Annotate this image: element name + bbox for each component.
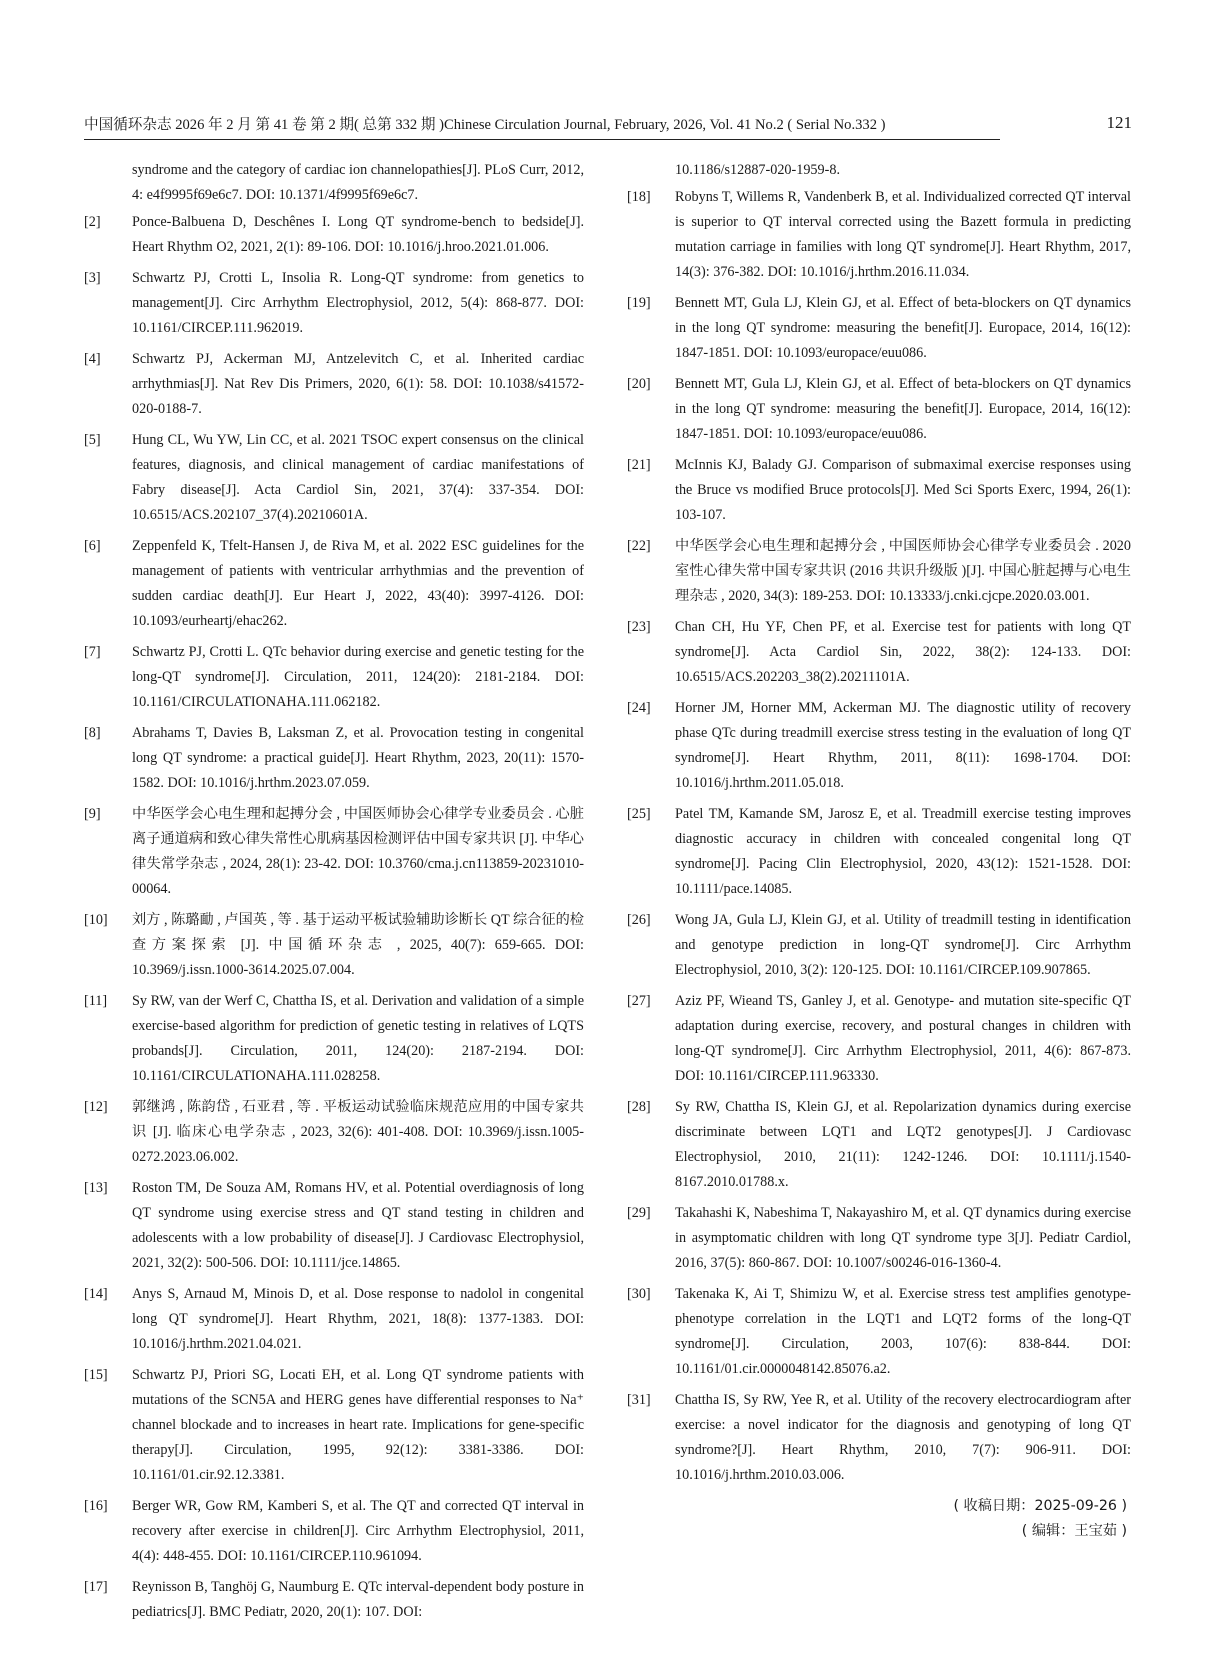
reference-text: Schwartz PJ, Crotti L. QTc behavior during exercise and genetic testing for the long-QT syndrome[J]. Circulation, 2011, 124(20): 2181-2184. DOI: 10.1161/CIRCULATIONAHA.111.062182. — [132, 644, 584, 710]
reference-item — [627, 1388, 1131, 1488]
reference-text: Schwartz PJ, Ackerman MJ, Antzelevitch C, et al. Inherited cardiac arrhythmias[J]. Nat Rev Dis Primers, 2020, 6(1): 58. DOI: 10.1038/s41572-020-0188-7. — [132, 351, 584, 417]
reference-number: [28] — [627, 1099, 651, 1115]
reference-text: Sy RW, Chattha IS, Klein GJ, et al. Repolarization dynamics during exercise discriminate between LQT1 and LQT2 genotypes[J]. J Cardiovasc Electrophysiol, 2010, 21(11): 1242-1246. DOI: 10.1111/j.1540-8167.2010.01788.x. — [675, 1099, 1131, 1190]
reference-item — [627, 989, 1131, 1089]
reference-item — [84, 534, 584, 634]
running-header — [84, 112, 1132, 138]
reference-item — [84, 428, 584, 528]
reference-number: [23] — [627, 619, 651, 635]
reference-text: Bennett MT, Gula LJ, Klein GJ, et al. Effect of beta-blockers on QT dynamics in the long QT syndrome: measuring the benefit[J]. Europace, 2014, 16(12): 1847-1851. DOI: 10.1093/europace/euu086. — [675, 295, 1131, 361]
reference-text: Anys S, Arnaud M, Minois D, et al. Dose response to nadolol in congenital long QT syndrome[J]. Heart Rhythm, 2021, 18(8): 1377-1383. DOI: 10.1016/j.hrthm.2021.04.021. — [132, 1286, 584, 1352]
reference-number: [20] — [627, 376, 651, 392]
reference-number: [5] — [84, 432, 101, 448]
reference-item — [84, 1575, 584, 1625]
reference-text: Hung CL, Wu YW, Lin CC, et al. 2021 TSOC expert consensus on the clinical features, diagnosis, and clinical management of cardiac manifestations of Fabry disease[J]. Acta Cardiol Sin, 2021, 37(4): 337-354. DOI: 10.6515/ACS.202107_37(4).20210601A. — [132, 432, 584, 523]
references-left-column — [84, 158, 584, 1631]
reference-text: Horner JM, Horner MM, Ackerman MJ. The diagnostic utility of recovery phase QTc during treadmill exercise stress testing in the evaluation of long QT syndrome[J]. Heart Rhythm, 2011, 8(11): 1698-1704. DOI: 10.1016/j.hrthm.2011.05.018. — [675, 700, 1131, 791]
reference-text: Ponce-Balbuena D, Deschênes I. Long QT syndrome-bench to bedside[J]. Heart Rhythm O2, 2021, 2(1): 89-106. DOI: 10.1016/j.hroo.2021.01.006. — [132, 214, 584, 255]
reference-number: [24] — [627, 700, 651, 716]
reference-number: [13] — [84, 1180, 108, 1196]
reference-item — [84, 1176, 584, 1276]
reference-number: [12] — [84, 1099, 108, 1115]
reference-text: Takenaka K, Ai T, Shimizu W, et al. Exercise stress test amplifies genotype-phenotype correlation in the LQT1 and LQT2 forms of the long-QT syndrome[J]. Circulation, 2003, 107(6): 838-844. DOI: 10.1161/01.cir.0000048142.85076.a2. — [675, 1286, 1131, 1377]
reference-text: syndrome and the category of cardiac ion channelopathies[J]. PLoS Curr, 2012, 4: e4f9995f69e6c7. DOI: 10.1371/4f9995f69e6c7. — [132, 162, 584, 203]
reference-text: Schwartz PJ, Priori SG, Locati EH, et al. Long QT syndrome patients with mutations of the SCN5A and HERG genes have differential responses to Na⁺ channel blockade and to increases in heart rate. Implications for gene-specific therapy[J]. Circulation, 1995, 92(12): 3381-3386. DOI: 10.1161/01.cir.92.12.3381. — [132, 1367, 584, 1483]
reference-item — [627, 453, 1131, 528]
reference-number: [29] — [627, 1205, 651, 1221]
reference-number: [7] — [84, 644, 101, 660]
reference-text: Roston TM, De Souza AM, Romans HV, et al. Potential overdiagnosis of long QT syndrome using exercise stress and QT stand testing in children and adolescents with a low probability of disease[J]. J Cardiovasc Electrophysiol, 2021, 32(2): 500-506. DOI: 10.1111/jce.14865. — [132, 1180, 584, 1271]
reference-number: [9] — [84, 806, 101, 822]
reference-item — [84, 721, 584, 796]
reference-item — [84, 266, 584, 341]
reference-item — [627, 372, 1131, 447]
reference-item — [627, 908, 1131, 983]
reference-number: [18] — [627, 189, 651, 205]
reference-item — [84, 1363, 584, 1488]
reference-number: [22] — [627, 538, 651, 554]
reference-text: Wong JA, Gula LJ, Klein GJ, et al. Utility of treadmill testing in identification and genotype prediction in long-QT syndrome[J]. Circ Arrhythm Electrophysiol, 2010, 3(2): 120-125. DOI: 10.1161/CIRCEP.109.907865. — [675, 912, 1131, 978]
reference-text: Aziz PF, Wieand TS, Ganley J, et al. Genotype- and mutation site-specific QT adaptation during exercise, recovery, and postural changes in children with long-QT syndrome[J]. Circ Arrhythm Electrophysiol, 2011, 4(6): 867-873. DOI: 10.1161/CIRCEP.111.963330. — [675, 993, 1131, 1084]
reference-text: Zeppenfeld K, Tfelt-Hansen J, de Riva M, et al. 2022 ESC guidelines for the management of patients with ventricular arrhythmias and the prevention of sudden cardiac death[J]. Eur Heart J, 2022, 43(40): 3997-4126. DOI: 10.1093/eurheartj/ehac262. — [132, 538, 584, 629]
reference-text: Patel TM, Kamande SM, Jarosz E, et al. Treadmill exercise testing improves diagnostic accuracy in children with concealed congenital long QT syndrome[J]. Pacing Clin Electrophysiol, 2020, 43(12): 1521-1528. DOI: 10.1111/pace.14085. — [675, 806, 1131, 897]
reference-item — [627, 534, 1131, 609]
reference-text: Reynisson B, Tanghöj G, Naumburg E. QTc interval-dependent body posture in pediatrics[J]. BMC Pediatr, 2020, 20(1): 107. DOI: — [132, 1579, 584, 1620]
reference-item — [627, 802, 1131, 902]
reference-text: McInnis KJ, Balady GJ. Comparison of submaximal exercise responses using the Bruce vs modified Bruce protocols[J]. Med Sci Sports Exerc, 1994, 26(1): 103-107. — [675, 457, 1131, 523]
reference-text: Sy RW, van der Werf C, Chattha IS, et al. Derivation and validation of a simple exercise-based algorithm for prediction of genetic testing in relatives of LQTS probands[J]. Circulation, 2011, 124(20): 2187-2194. DOI: 10.1161/CIRCULATIONAHA.111.028258. — [132, 993, 584, 1084]
reference-number: [19] — [627, 295, 651, 311]
reference-item — [84, 908, 584, 983]
reference-number: [26] — [627, 912, 651, 928]
reference-number: [15] — [84, 1367, 108, 1383]
reference-item — [627, 1282, 1131, 1382]
reference-text: Abrahams T, Davies B, Laksman Z, et al. Provocation testing in congenital long QT syndrome: a practical guide[J]. Heart Rhythm, 2023, 20(11): 1570-1582. DOI: 10.1016/j.hrthm.2023.07.059. — [132, 725, 584, 791]
reference-text: Bennett MT, Gula LJ, Klein GJ, et al. Effect of beta-blockers on QT dynamics in the long QT syndrome: measuring the benefit[J]. Europace, 2014, 16(12): 1847-1851. DOI: 10.1093/europace/euu086. — [675, 376, 1131, 442]
reference-number: [21] — [627, 457, 651, 473]
reference-number: [31] — [627, 1392, 651, 1408]
reference-continuation — [84, 158, 584, 208]
reference-item — [627, 1095, 1131, 1195]
reference-item — [627, 185, 1131, 285]
reference-number: [4] — [84, 351, 101, 367]
editor-credit: ( 编辑：王宝茹 ) — [1021, 1523, 1127, 1539]
reference-item — [84, 1494, 584, 1569]
reference-text: 中华医学会心电生理和起搏分会 , 中国医师协会心律学专业委员会 . 2020 室性心律失常中国专家共识 (2016 共识升级版 )[J]. 中国心脏起搏与心电生理杂志 , 2020, 34(3): 189-253. DOI: 10.13333/j.cnki.cjcpe.2020.03.001. — [675, 538, 1131, 604]
reference-text: 10.1186/s12887-020-1959-8. — [675, 162, 840, 178]
header-rule — [84, 139, 1000, 140]
reference-text: Chan CH, Hu YF, Chen PF, et al. Exercise test for patients with long QT syndrome[J]. Acta Cardiol Sin, 2022, 38(2): 124-133. DOI: 10.6515/ACS.202203_38(2).20211101A. — [675, 619, 1131, 685]
reference-text: Berger WR, Gow RM, Kamberi S, et al. The QT and corrected QT interval in recovery after exercise in children[J]. Circ Arrhythm Electrophysiol, 2011, 4(4): 448-455. DOI: 10.1161/CIRCEP.110.961094. — [132, 1498, 584, 1564]
reference-text: 郭继鸿 , 陈韵岱 , 石亚君 , 等 . 平板运动试验临床规范应用的中国专家共识 [J]. 临床心电学杂志 , 2023, 32(6): 401-408. DOI: 10.3969/j.issn.1005-0272.2023.06.002. — [132, 1099, 584, 1165]
reference-item — [627, 615, 1131, 690]
reference-number: [17] — [84, 1579, 108, 1595]
reference-number: [6] — [84, 538, 101, 554]
received-date: ( 收稿日期：2025-09-26 ) — [953, 1498, 1127, 1514]
reference-item — [84, 989, 584, 1089]
reference-number: [30] — [627, 1286, 651, 1302]
reference-number: [8] — [84, 725, 101, 741]
reference-number: [27] — [627, 993, 651, 1009]
journal-header-text: 中国循环杂志 2026 年 2 月 第 41 卷 第 2 期( 总第 332 期 )Chinese Circulation Journal, February, 2026, Vol. 41 No.2 ( Serial No.332 ) — [84, 117, 886, 133]
reference-text: 中华医学会心电生理和起搏分会 , 中国医师协会心律学专业委员会 . 心脏离子通道病和致心律失常性心肌病基因检测评估中国专家共识 [J]. 中华心律失常学杂志 , 2024, 28(1): 23-42. DOI: 10.3760/cma.j.cn113859-20231010-00064. — [132, 806, 584, 897]
reference-continuation — [627, 158, 1131, 183]
reference-item — [627, 1201, 1131, 1276]
reference-number: [16] — [84, 1498, 108, 1514]
reference-text: Takahashi K, Nabeshima T, Nakayashiro M, et al. QT dynamics during exercise in asymptomatic children with long QT syndrome type 3[J]. Pediatr Cardiol, 2016, 37(5): 860-867. DOI: 10.1007/s00246-016-1360-4. — [675, 1205, 1131, 1271]
reference-item — [84, 210, 584, 260]
reference-item — [84, 802, 584, 902]
reference-number: [14] — [84, 1286, 108, 1302]
reference-item — [84, 347, 584, 422]
reference-item — [84, 1282, 584, 1357]
reference-text: Schwartz PJ, Crotti L, Insolia R. Long-QT syndrome: from genetics to management[J]. Circ Arrhythm Electrophysiol, 2012, 5(4): 868-877. DOI: 10.1161/CIRCEP.111.962019. — [132, 270, 584, 336]
reference-number: [10] — [84, 912, 108, 928]
reference-item — [627, 696, 1131, 796]
reference-number: [2] — [84, 214, 101, 230]
page-number: 121 — [1106, 113, 1132, 132]
reference-text: 刘方 , 陈璐勔 , 卢国英 , 等 . 基于运动平板试验辅助诊断长 QT 综合征的检查方案探索 [J]. 中国循环杂志 , 2025, 40(7): 659-665. DOI: 10.3969/j.issn.1000-3614.2025.07.004. — [132, 912, 584, 978]
reference-number: [3] — [84, 270, 101, 286]
reference-text: Robyns T, Willems R, Vandenberk B, et al. Individualized corrected QT interval is superior to QT interval corrected using the Bazett formula in predicting mutation carriage in families with long QT syndrome[J]. Heart Rhythm, 2017, 14(3): 376-382. DOI: 10.1016/j.hrthm.2016.11.034. — [675, 189, 1131, 280]
reference-item — [84, 1095, 584, 1170]
reference-number: [25] — [627, 806, 651, 822]
reference-text: Chattha IS, Sy RW, Yee R, et al. Utility of the recovery electrocardiogram after exercise: a novel indicator for the diagnosis and genotyping of long QT syndrome?[J]. Heart Rhythm, 2010, 7(7): 906-911. DOI: 10.1016/j.hrthm.2010.03.006. — [675, 1392, 1131, 1483]
reference-number: [11] — [84, 993, 108, 1009]
reference-item — [627, 291, 1131, 366]
reference-item — [84, 640, 584, 715]
references-right-column — [627, 158, 1131, 1544]
